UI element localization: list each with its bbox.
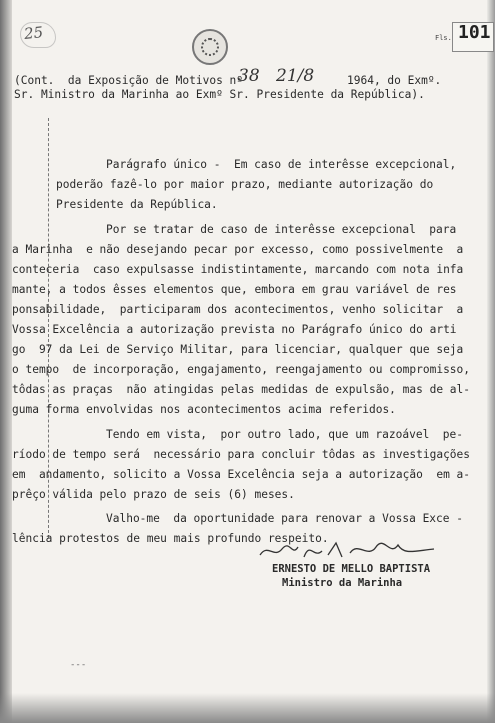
header-line-2: Sr. Ministro da Marinha ao Exmº Sr. Presidente da República). bbox=[14, 88, 425, 101]
seal-center-icon bbox=[201, 38, 219, 56]
body-line: Presidente da República. bbox=[56, 198, 218, 211]
body-line: ríodo de tempo será necessário para concluir tôdas as investigações bbox=[12, 448, 471, 461]
body-line: Tendo em vista, por outro lado, que um razoável pe- bbox=[106, 428, 463, 441]
body-line: prêço válida pelo prazo de seis (6) meses. bbox=[12, 488, 295, 501]
body-line: em andamento, solicito a Vossa Excelência seja a autorização em a- bbox=[12, 468, 471, 481]
page-number: 101 bbox=[458, 22, 491, 43]
body-line: lência protestos de meu mais profundo respeito. bbox=[12, 532, 329, 545]
body-line: mante, a todos êsses elementos que, embora em grau variável de res bbox=[12, 283, 457, 296]
signature-name: ERNESTO DE MELLO BAPTISTA bbox=[272, 563, 431, 575]
handwritten-ref-date: 21/8 bbox=[276, 66, 315, 86]
body-line: a Marinha e não desejando pecar por excesso, como possivelmente a bbox=[12, 243, 464, 256]
body-line: guma forma envolvidas nos acontecimentos acima referidos. bbox=[12, 403, 396, 416]
header-line-1-prefix: (Cont. da Exposição de Motivos nº bbox=[14, 74, 244, 87]
signature-title: Ministro da Marinha bbox=[282, 577, 403, 589]
body-line: tôdas as praças não atingidas pelas medidas de expulsão, mas de al- bbox=[12, 383, 471, 396]
header-line-1-suffix: 1964, do Exmº. bbox=[347, 74, 442, 87]
body-line: Parágrafo único - Em caso de interêsse excepcional, bbox=[106, 158, 457, 171]
body-line: Por se tratar de caso de interêsse excepcional para bbox=[106, 223, 457, 236]
body-line: ponsabilidade, participaram dos acontecimentos, venho solicitar a bbox=[12, 303, 464, 316]
handwritten-ref-number: 38 bbox=[238, 66, 260, 86]
scan-shadow-right bbox=[487, 0, 495, 723]
scan-shadow-bottom bbox=[0, 693, 495, 723]
body-line: o tempo de incorporação, engajamento, reengajamento ou compromisso, bbox=[12, 363, 471, 376]
body-line: conteceria caso expulsasse indistintamente, marcando com nota infa bbox=[12, 263, 464, 276]
folio-prefix: Fls. bbox=[435, 34, 452, 42]
corner-handwritten-number: 25 bbox=[23, 23, 44, 43]
bottom-dash-mark: --- bbox=[70, 660, 87, 670]
body-line: Valho-me da oportunidade para renovar a Vossa Exce - bbox=[106, 512, 463, 525]
seal-stamp-icon bbox=[192, 29, 228, 65]
body-line: go 97 da Lei de Serviço Militar, para licenciar, qualquer que seja bbox=[12, 343, 464, 356]
body-line: Vossa Excelência a autorização prevista no Parágrafo único do arti bbox=[12, 323, 457, 336]
body-line: poderão fazê-lo por maior prazo, mediante autorização do bbox=[56, 178, 434, 191]
handwritten-signature-icon bbox=[258, 537, 438, 563]
scan-shadow-left bbox=[0, 0, 12, 723]
